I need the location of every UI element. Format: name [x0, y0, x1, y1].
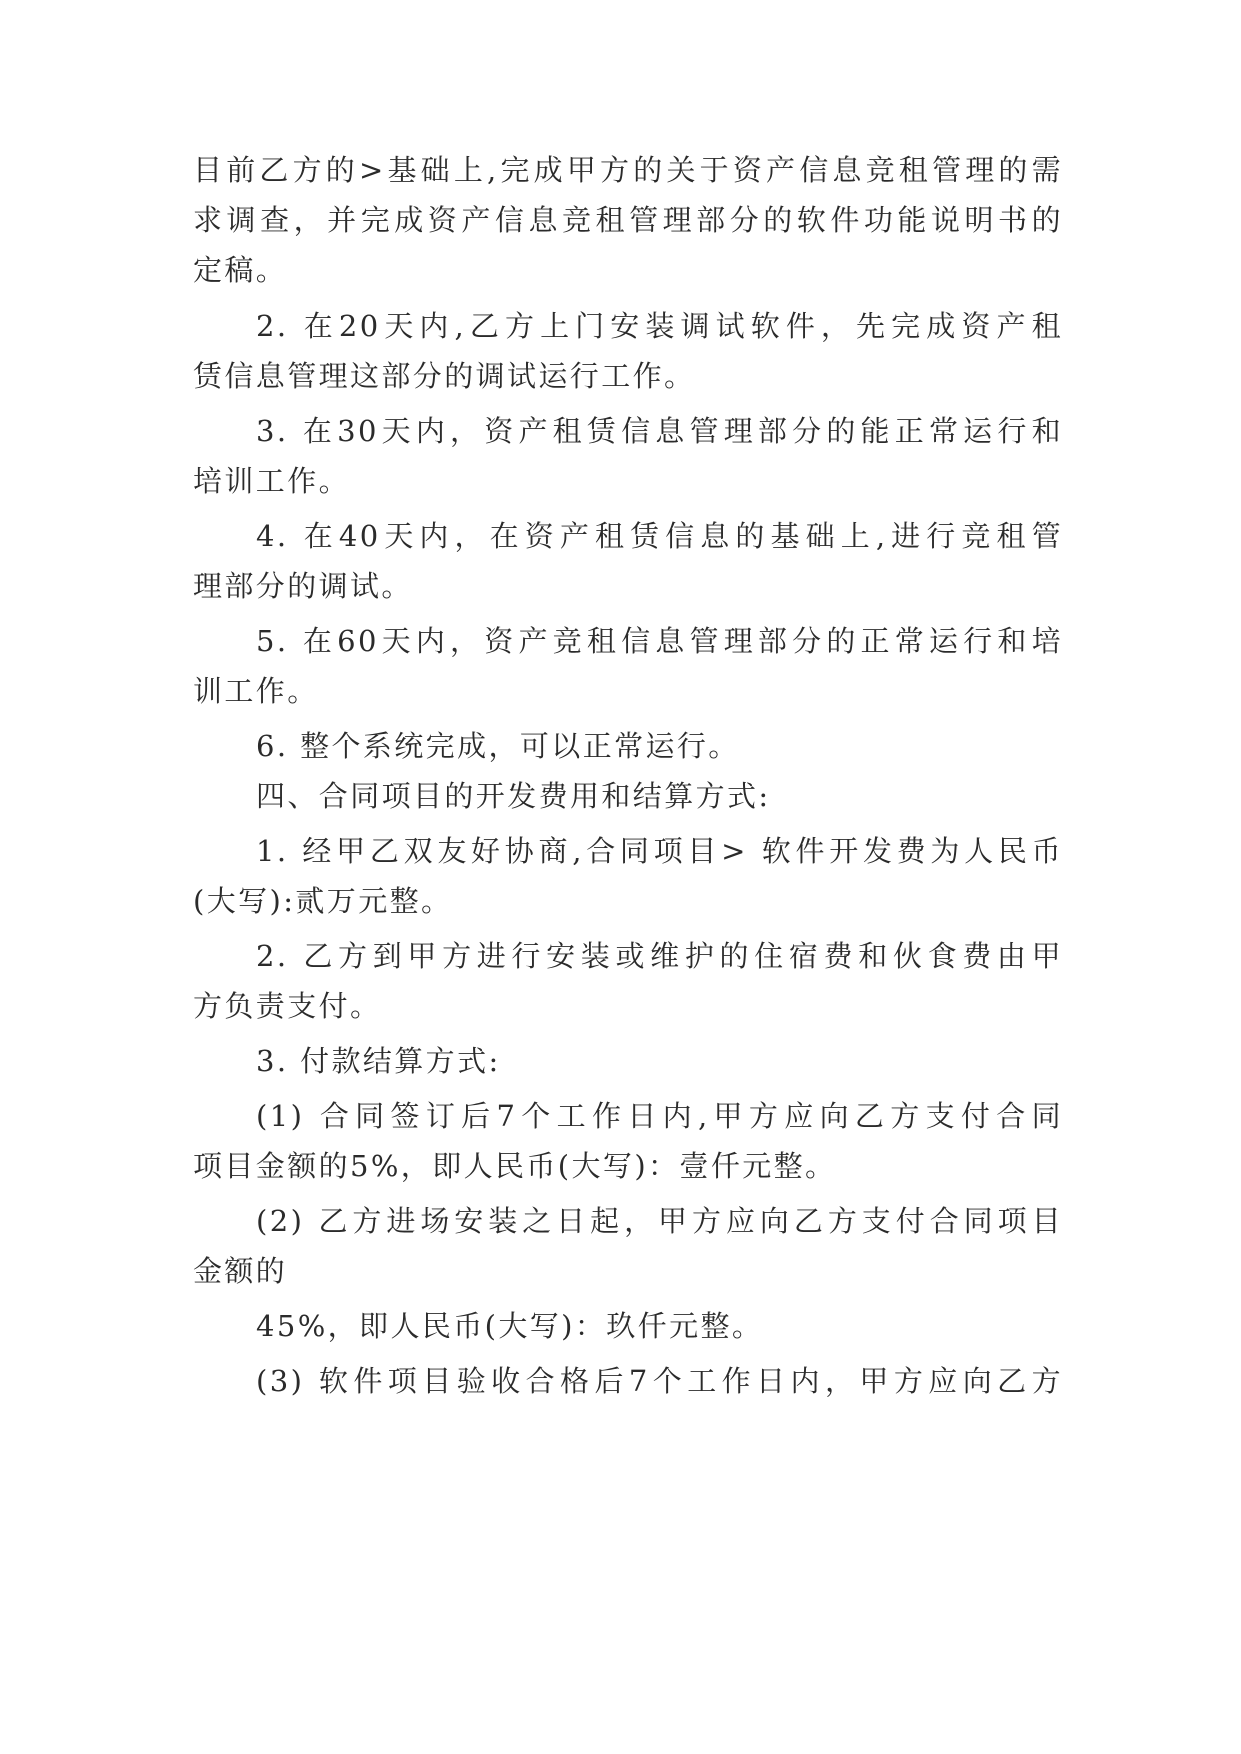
list-item-line: 6. 整个系统完成，可以正常运行。 [256, 729, 740, 763]
text-line: 项目金额的5%，即人民币(大写)：壹仟元整。 [193, 1149, 837, 1183]
text-line: 金额的 [193, 1254, 288, 1288]
list-item-line: 3. 在30天内，资产租赁信息管理部分的能正常运行和 [256, 414, 1063, 448]
text-line: 方负责支付。 [193, 989, 382, 1023]
list-item-line: 2. 在20天内,乙方上门安装调试软件，先完成资产租 [256, 309, 1063, 343]
list-item-line: 1. 经甲乙双友好协商,合同项目> 软件开发费为人民币 [256, 834, 1063, 868]
list-item-line: 3. 付款结算方式: [256, 1044, 501, 1078]
section-heading: 四、合同项目的开发费用和结算方式: [256, 779, 771, 813]
text-line: (大写):贰万元整。 [193, 884, 453, 918]
text-line: 培训工作。 [193, 464, 351, 498]
list-item-line: (1) 合同签订后7个工作日内,甲方应向乙方支付合同 [256, 1099, 1063, 1133]
list-item-line: (2) 乙方进场安装之日起，甲方应向乙方支付合同项目 [256, 1204, 1063, 1238]
list-item-line: 2. 乙方到甲方进行安装或维护的住宿费和伙食费由甲 [256, 939, 1063, 973]
text-line: 赁信息管理这部分的调试运行工作。 [193, 359, 696, 393]
text-line: 理部分的调试。 [193, 569, 413, 603]
list-item-line: 5. 在60天内，资产竞租信息管理部分的正常运行和培 [256, 624, 1063, 658]
list-item-line: 4. 在40天内，在资产租赁信息的基础上,进行竞租管 [256, 519, 1063, 553]
text-line: 定稿。 [193, 253, 288, 287]
text-line: 训工作。 [193, 674, 319, 708]
list-item-line: (3) 软件项目验收合格后7个工作日内，甲方应向乙方 [256, 1364, 1063, 1398]
text-line: 求调查，并完成资产信息竞租管理部分的软件功能说明书的 [193, 203, 1063, 237]
text-line: 45%，即人民币(大写)：玖仟元整。 [256, 1309, 764, 1343]
text-line: 目前乙方的>基础上,完成甲方的关于资产信息竞租管理的需 [193, 153, 1063, 187]
